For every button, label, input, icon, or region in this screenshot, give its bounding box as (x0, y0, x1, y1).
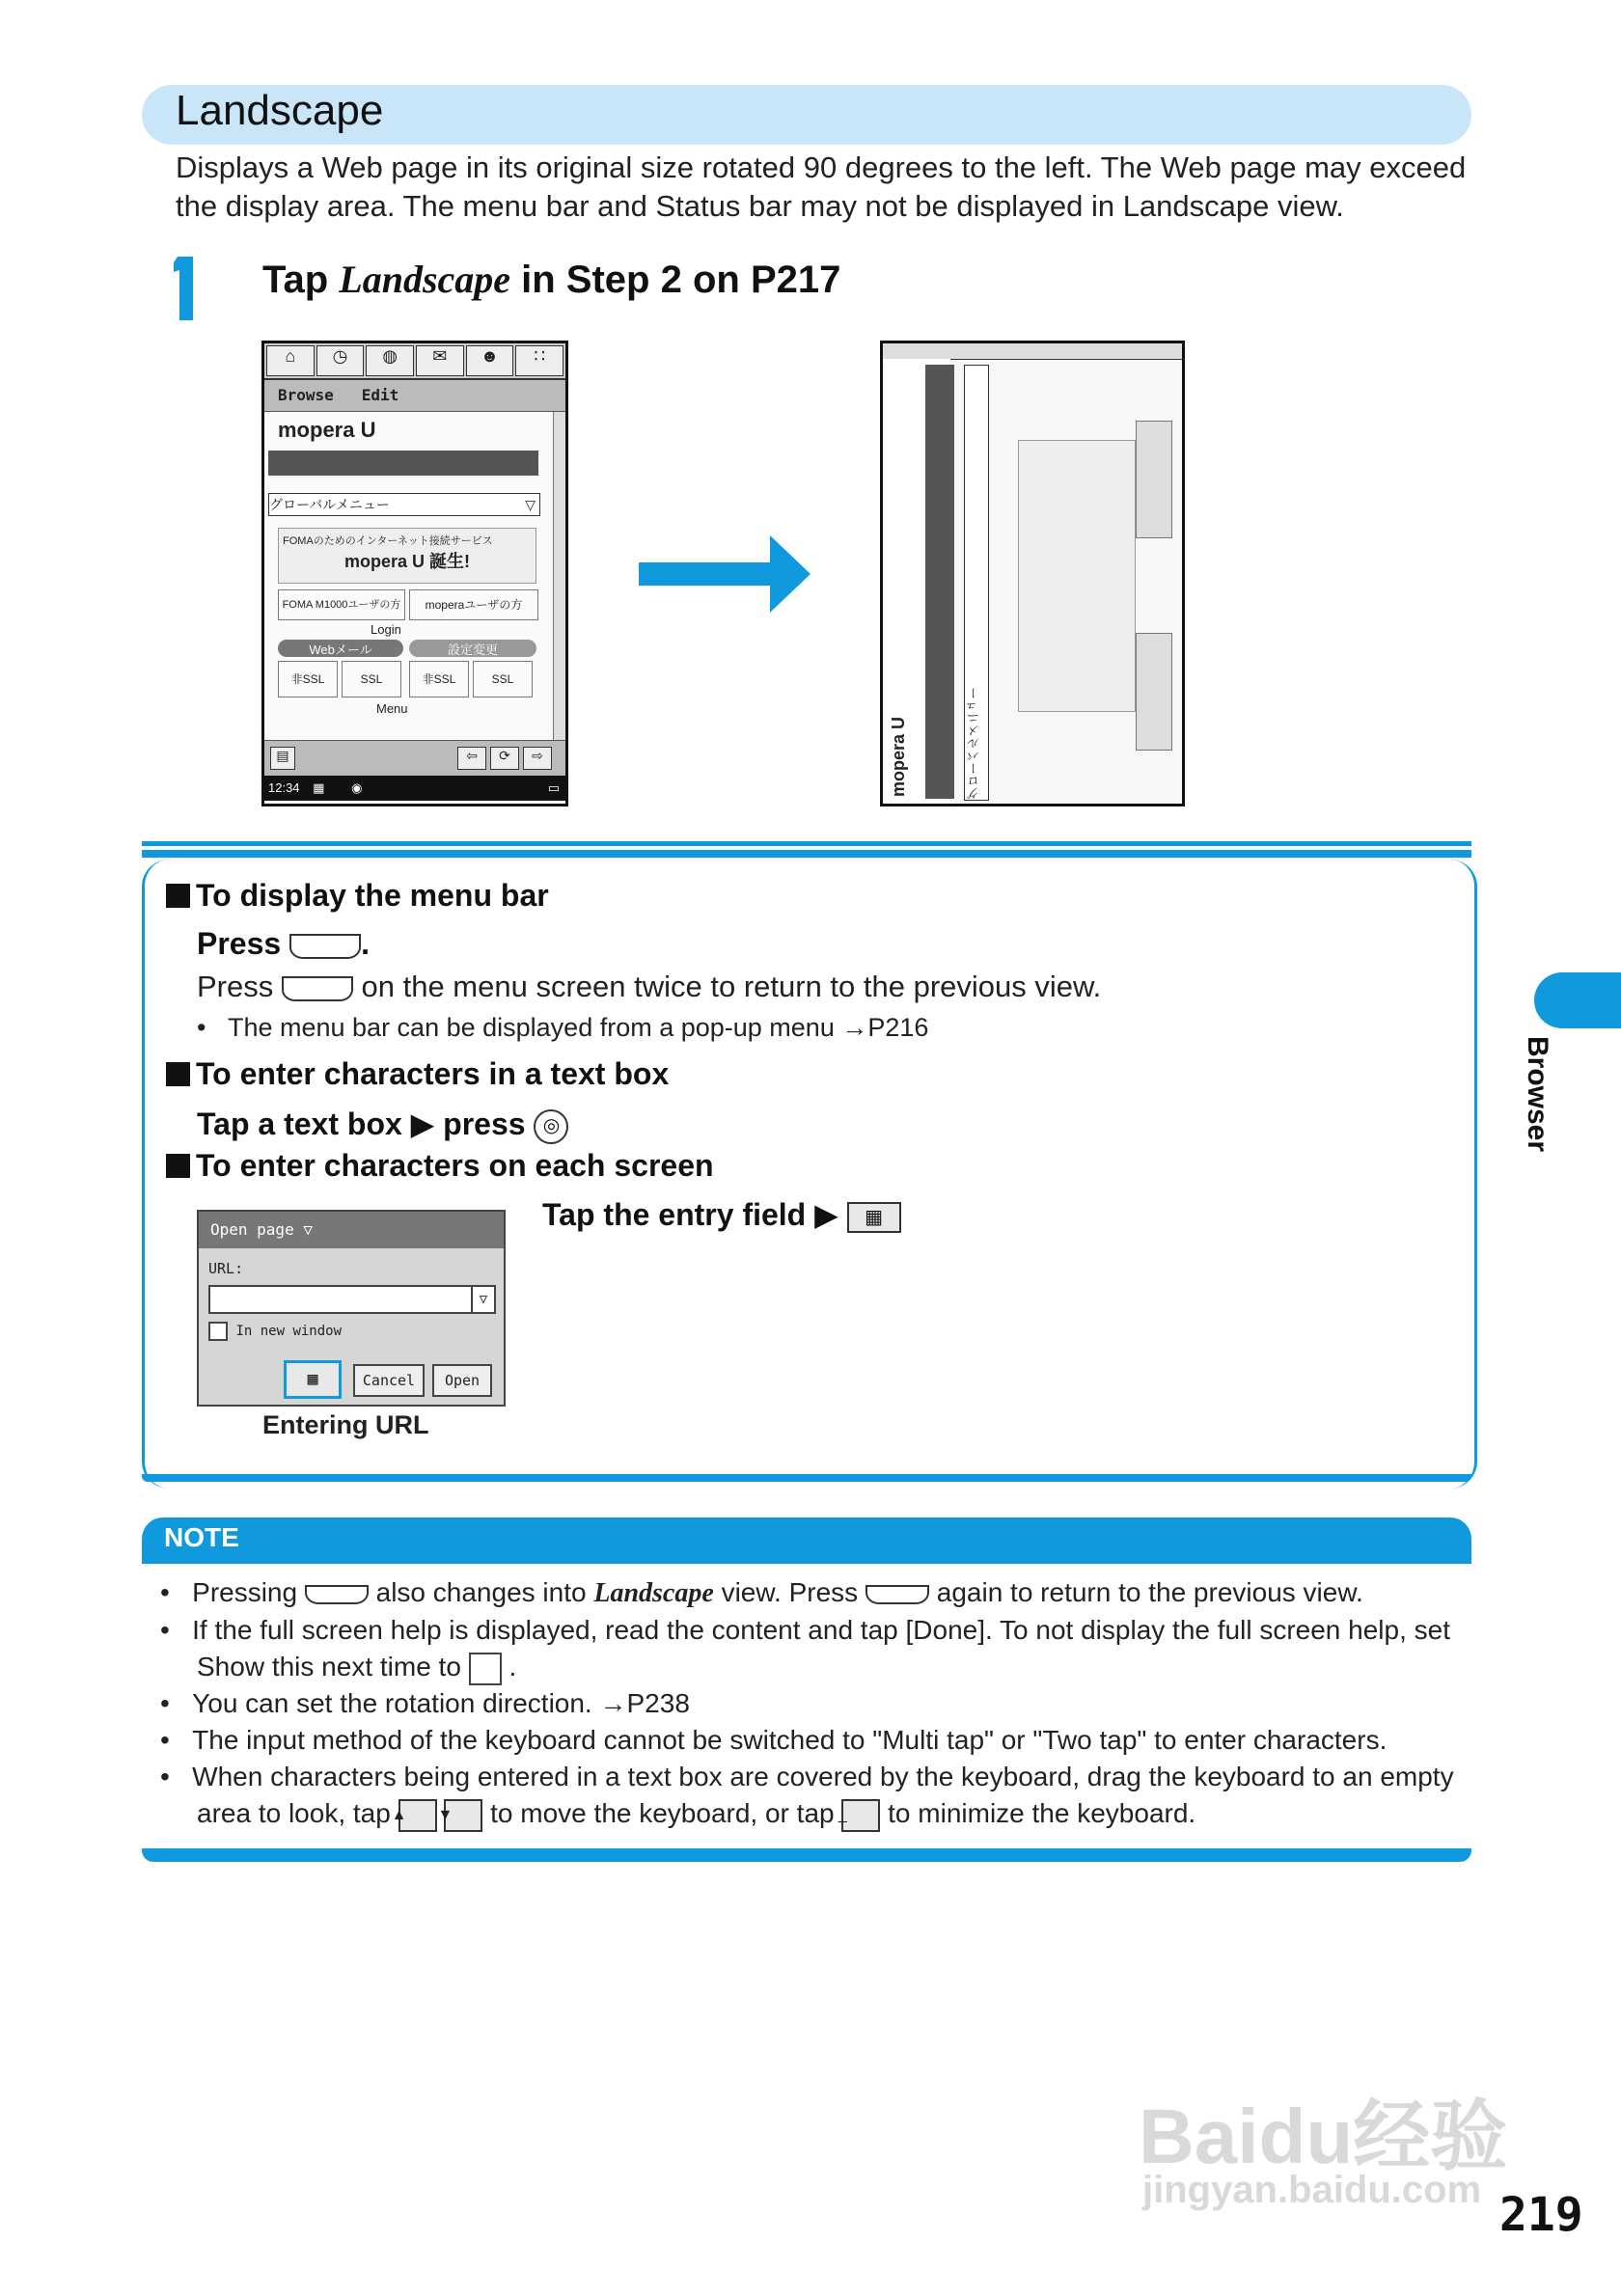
press-line-rest: on the menu screen twice to return to the previous view. (361, 970, 1102, 1003)
url-label: URL: (208, 1260, 244, 1277)
panel-top-rule (142, 841, 1471, 846)
webmail-nonssl-button[interactable]: 非SSL (278, 661, 338, 697)
banner-tagline: FOMAのためのインターネット接続サービス (283, 535, 493, 547)
menu-bar-instruction (197, 970, 1101, 1004)
entry-field-instruction (542, 1196, 901, 1233)
note-label: NOTE (164, 1522, 239, 1552)
settings-nonssl-button[interactable]: 非SSL (409, 661, 469, 697)
landscape-dark-band (925, 365, 954, 799)
press-line-label: Press (197, 970, 274, 1003)
bottom-toolbar (264, 740, 565, 776)
note-item-0-a: Pressing (192, 1577, 298, 1607)
square-bullet-icon (166, 1062, 190, 1086)
panel-top-rule-2 (142, 850, 1471, 858)
dark-band (268, 451, 538, 476)
keyboard-button[interactable]: ▦ (284, 1360, 342, 1399)
landscape-banner[interactable] (1018, 440, 1136, 712)
step-1-text (262, 257, 840, 302)
menu-bar-bullet-ref: P216 (867, 1013, 929, 1042)
page-menu-icon[interactable]: ▤ (270, 747, 295, 770)
note-item-1-line2: Show this next time to (197, 1652, 461, 1681)
rotate-key-icon-2 (865, 1585, 929, 1604)
rotate-key-icon (305, 1585, 369, 1604)
menu-key-icon (289, 934, 361, 959)
note-item: • If the full screen help is displayed, read the content and tap [Done]. To not display the full screen help, set Show this next time to . (160, 1612, 1472, 1685)
keyboard-icon: ▦ (847, 1202, 901, 1233)
dropdown[interactable] (268, 493, 540, 516)
battery-icon: ▭ (547, 780, 560, 795)
text-box-heading (166, 1056, 669, 1092)
note-item: • You can set the rotation direction. →P238 (160, 1688, 690, 1718)
step-prefix: Tap (262, 259, 340, 301)
cancel-button[interactable]: Cancel (353, 1364, 425, 1397)
square-bullet-icon (166, 1154, 190, 1178)
portrait-screen (261, 341, 568, 806)
menu-bar-heading (166, 878, 549, 914)
signal-icon: ◉ (351, 780, 363, 795)
chapter-tab (1534, 972, 1621, 1028)
note-item-2-text: You can set the rotation direction. (192, 1688, 592, 1718)
url-input[interactable] (208, 1285, 475, 1314)
landscape-dropdown[interactable]: グローバルメニュー (964, 365, 989, 801)
mopera-user-button[interactable]: moperaユーザの方 (409, 589, 538, 620)
dialog-title: Open page (210, 1220, 294, 1239)
webmail-ssl-button[interactable]: SSL (342, 661, 401, 697)
menu-bar-heading-text: To display the menu bar (196, 878, 549, 913)
note-item-0-d: again to return to the previous view. (936, 1577, 1363, 1607)
reload-icon[interactable]: ⟳ (490, 747, 519, 770)
open-page-dialog (197, 1210, 506, 1407)
text-box-instruction (197, 1106, 568, 1144)
step-italic: Landscape (339, 258, 511, 301)
page-number: 219 (1499, 2188, 1583, 2242)
banner[interactable] (278, 528, 536, 584)
watermark-url: jingyan.baidu.com (1142, 2169, 1482, 2211)
dialog-caption: Entering URL (262, 1410, 429, 1439)
clock-icon[interactable]: ◷ (316, 345, 365, 376)
reference-arrow-icon: → (841, 1013, 868, 1042)
login-link[interactable]: Login (371, 622, 401, 637)
note-bottom-rule (142, 1848, 1471, 1862)
banner-brand: mopera U 誕生! (343, 552, 471, 571)
landscape-screen (880, 341, 1185, 806)
note-item-0-italic: Landscape (593, 1578, 714, 1608)
status-bar (264, 776, 565, 801)
note-item-2-ref: P238 (626, 1688, 690, 1718)
apps-icon[interactable]: ∷ (515, 345, 563, 376)
note-header-bar (142, 1517, 1471, 1564)
new-window-checkbox[interactable] (208, 1322, 228, 1341)
checkbox-icon (469, 1653, 502, 1685)
note-list (160, 1574, 1472, 1832)
section-intro: Displays a Web page in its original size rotated 90 degrees to the left. The Web page may exceed the display area. The menu bar and Status bar may not be displayed in Landscape view. (176, 150, 1467, 223)
note-item: • When characters being entered in a text box are covered by the keyboard, drag the keyboard to an empty area to look, tap ▲ ▼ to move the keyboard, or tap _ to minimize the keyboard. (160, 1759, 1472, 1832)
note-item-1-line1: If the full screen help is displayed, read the content and tap [Done]. To not display the full screen help, set (192, 1615, 1450, 1645)
chapter-label (1521, 1036, 1559, 1181)
panel-bottom-rule (142, 1474, 1471, 1482)
open-button[interactable]: Open (432, 1364, 492, 1397)
entry-field-text: Tap the entry field (542, 1197, 807, 1232)
text-box-heading-text: To enter characters in a text box (196, 1056, 670, 1091)
menu-key-icon-2 (282, 976, 353, 1001)
webmail-header: Webメール (278, 640, 403, 657)
menu-link[interactable]: Menu (376, 701, 408, 716)
square-bullet-icon (166, 884, 190, 908)
users-icon[interactable]: ☻ (466, 345, 514, 376)
new-window-label: In new window (235, 1324, 343, 1339)
keyboard-status-icon: ▦ (313, 780, 325, 795)
dropdown-label: グローバルメニュー (269, 497, 390, 512)
foma-button[interactable]: FOMA M1000ユーザの方 (278, 589, 405, 620)
each-screen-heading-text: To enter characters on each screen (196, 1148, 714, 1183)
press-label: Press (197, 926, 282, 961)
landscape-scrollbar[interactable] (883, 343, 1182, 360)
note-item: • The input method of the keyboard cannot be switched to "Multi tap" or "Two tap" to enter characters. (160, 1725, 1387, 1755)
reference-arrow-icon: → (599, 1688, 627, 1718)
new-window-option (208, 1322, 342, 1341)
step-arrow-icon: ▶ (814, 1197, 838, 1232)
watermark-logo: Baidu经验 (1139, 2093, 1508, 2179)
move-down-icon: ▼ (444, 1799, 482, 1832)
note-item-3-text: The input method of the keyboard cannot be switched to "Multi tap" or "Two tap" to enter characters. (192, 1725, 1387, 1755)
note-item-0-b: also changes into (375, 1577, 587, 1607)
menu-edit[interactable]: Edit (361, 386, 399, 404)
note-item: • Pressing also changes into Landscape view. Press again to return to the previous view. (160, 1577, 1363, 1608)
arrow-right-icon (639, 535, 810, 613)
forward-icon[interactable]: ⇨ (523, 747, 552, 770)
menu-bar (264, 380, 565, 412)
chevron-down-icon: ▽ (525, 497, 536, 512)
press-label-2: press (443, 1107, 526, 1141)
note-item-4-a: area to look, tap (197, 1798, 391, 1828)
navigation-key-icon: ◎ (534, 1109, 568, 1144)
url-history-dropdown[interactable]: ▽ (471, 1285, 496, 1314)
chat-icon[interactable]: ✉ (416, 345, 464, 376)
back-icon[interactable]: ⇦ (457, 747, 486, 770)
each-screen-heading (166, 1148, 714, 1184)
dialog-title-bar (199, 1212, 504, 1248)
step-arrow-icon: ▶ (410, 1107, 435, 1141)
toolbar (264, 343, 565, 380)
chapter-label-text: Browser (1522, 1036, 1553, 1153)
note-item-4-b: to move the keyboard, or tap (490, 1798, 835, 1828)
menu-bar-press: Press . (197, 926, 370, 961)
note-item-4-line1: When characters being entered in a text box are covered by the keyboard, drag the keyboard to an empty (192, 1762, 1454, 1791)
minimize-icon: _ (841, 1799, 880, 1832)
landscape-webmail-group[interactable] (1136, 633, 1172, 751)
move-up-icon: ▲ (398, 1799, 437, 1832)
landscape-settings-group[interactable] (1136, 421, 1172, 538)
menu-bar-bullet: • The menu bar can be displayed from a pop-up menu →P216 (197, 1013, 929, 1042)
step-suffix: in Step 2 on P217 (510, 259, 841, 301)
globe-icon[interactable]: ◍ (366, 345, 414, 376)
menu-browse[interactable]: Browse (278, 386, 334, 404)
note-item-1-end: . (508, 1652, 517, 1681)
chevron-down-icon: ▽ (303, 1220, 313, 1239)
scrollbar[interactable] (553, 412, 565, 740)
section-title: Landscape (176, 87, 384, 134)
home-icon[interactable]: ⌂ (266, 345, 315, 376)
settings-header: 設定変更 (409, 640, 536, 657)
tap-text-box: Tap a text box (197, 1107, 402, 1141)
note-item-4-c: to minimize the keyboard. (888, 1798, 1196, 1828)
landscape-brand: mopera U (889, 716, 908, 797)
web-content (264, 412, 565, 740)
status-clock: 12:34 (268, 780, 300, 795)
menu-bar-bullet-text: The menu bar can be displayed from a pop-up menu (227, 1013, 835, 1042)
step-number-1 (170, 255, 199, 322)
settings-ssl-button[interactable]: SSL (473, 661, 533, 697)
brand-logo: mopera U (278, 418, 376, 442)
note-item-0-c: view. Press (721, 1577, 859, 1607)
